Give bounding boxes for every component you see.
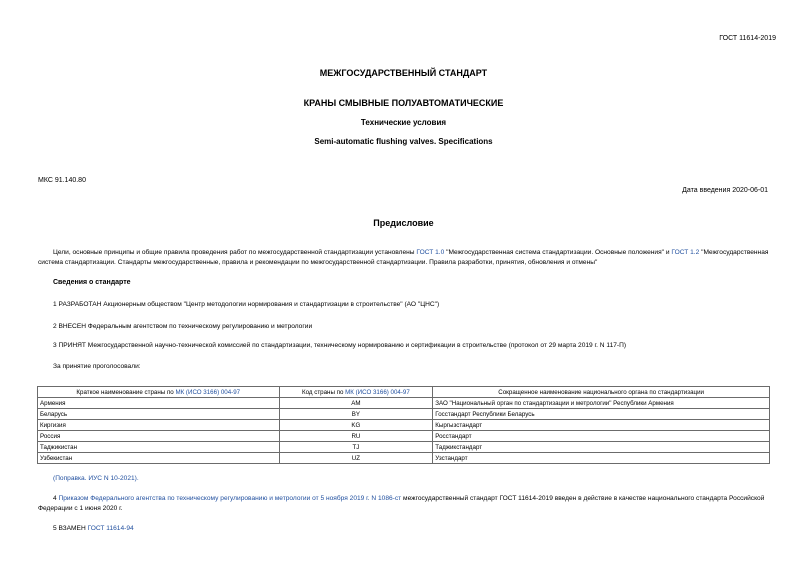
standard-title-english: Semi-automatic flushing valves. Specifications xyxy=(314,137,493,146)
gost-1-2-link[interactable]: ГОСТ 1.2 xyxy=(671,249,700,256)
country-cell: Киргизия xyxy=(38,420,280,431)
column-national-body: Сокращенное наименование национального органа по стандартизации xyxy=(433,387,770,398)
info-item-adopted: 3 ПРИНЯТ Межгосударственной научно-технической комиссией по стандартизации, техническому нормированию и сертификации в строительстве (протокол от 29 марта 2019 г. N 117-П) xyxy=(53,342,627,349)
preface-heading: Предисловие xyxy=(373,218,434,228)
country-cell: Узбекистан xyxy=(38,453,280,464)
column-country-name xyxy=(38,387,280,398)
standard-info-heading: Сведения о стандарте xyxy=(53,279,131,286)
column-country-code xyxy=(279,387,433,398)
country-cell: Беларусь xyxy=(38,409,280,420)
country-cell: Таджикистан xyxy=(38,442,280,453)
body-cell: Росстандарт xyxy=(433,431,770,442)
table-row xyxy=(38,398,770,409)
voters-intro: За принятие проголосовали: xyxy=(53,363,141,370)
mks-code: МКС 91.140.80 xyxy=(38,177,86,184)
gost-11614-94-link[interactable]: ГОСТ 11614-94 xyxy=(87,525,134,532)
code-cell: KG xyxy=(279,420,433,431)
table-row xyxy=(38,442,770,453)
standard-subtitle: Технические условия xyxy=(360,118,447,127)
code-cell: TJ xyxy=(279,442,433,453)
table-header-row xyxy=(38,387,770,398)
rosstandart-order-link[interactable]: Приказом Федерального агентства по техническому регулированию и метрологии от 5 ноября 2019 г. N 1086-ст xyxy=(58,495,402,502)
preface-paragraph xyxy=(38,248,771,268)
info-item-enacted-text: межгосударственный стандарт ГОСТ 11614-2019 введен в действие в качестве национального стандарта Российской Федерации с 1 июня 2020 г. xyxy=(38,495,765,512)
body-cell: Кыргызстандарт xyxy=(433,420,770,431)
code-cell: UZ xyxy=(279,453,433,464)
code-cell: AM xyxy=(279,398,433,409)
info-item-submitted: 2 ВНЕСЕН Федеральным агентством по техническому регулированию и метрологии xyxy=(53,323,313,330)
correction-link[interactable]: (Поправка. ИУС N 10-2021). xyxy=(53,475,139,482)
preface-text-c: "Межгосударственная система стандартизации. Стандарты межгосударственные, правила и рекомендации по межгосударственной стандартизации. Правила разработки, принятия, обновления и отмены" xyxy=(38,249,769,266)
table-row xyxy=(38,431,770,442)
info-item-enacted xyxy=(38,494,771,514)
preface-text-b: "Межгосударственная система стандартизации. Основные положения" и xyxy=(444,249,672,256)
country-cell: Россия xyxy=(38,431,280,442)
body-cell: ЗАО "Национальный орган по стандартизации и метрологии" Республики Армения xyxy=(433,398,770,409)
country-cell: Армения xyxy=(38,398,280,409)
gost-1-0-link[interactable]: ГОСТ 1.0 xyxy=(416,249,445,256)
preface-text-a: Цели, основные принципы и общие правила проведения работ по межгосударственной стандартизации установлены xyxy=(53,249,417,256)
mk-iso-link[interactable]: МК (ИСО 3166) 004-97 xyxy=(345,388,410,396)
info-item-developed: 1 РАЗРАБОТАН Акционерным обществом "Центр методологии нормирования и стандартизации в строительстве" (АО "ЦНС") xyxy=(53,301,440,308)
introduction-date: Дата введения 2020-06-01 xyxy=(682,187,768,194)
table-row xyxy=(38,420,770,431)
table-row xyxy=(38,453,770,464)
info-item-replaces xyxy=(53,524,134,534)
code-cell: RU xyxy=(279,431,433,442)
info-item-replaces-label: 5 ВЗАМЕН xyxy=(53,525,88,532)
standard-title: КРАНЫ СМЫВНЫЕ ПОЛУАВТОМАТИЧЕСКИЕ xyxy=(303,98,504,108)
body-cell: Таджикстандарт xyxy=(433,442,770,453)
document-number: ГОСТ 11614-2019 xyxy=(719,35,776,42)
standard-type-title: МЕЖГОСУДАРСТВЕННЫЙ СТАНДАРТ xyxy=(319,68,488,78)
code-cell: BY xyxy=(279,409,433,420)
voting-countries-table xyxy=(37,386,770,464)
info-item-enacted-number: 4 xyxy=(53,495,59,502)
body-cell: Госстандарт Республики Беларусь xyxy=(433,409,770,420)
column-country-name-label: Краткое наименование страны по xyxy=(76,388,176,396)
body-cell: Узстандарт xyxy=(433,453,770,464)
mk-iso-link[interactable]: МК (ИСО 3166) 004-97 xyxy=(175,388,241,396)
table-row xyxy=(38,409,770,420)
column-country-code-label: Код страны по xyxy=(301,388,346,396)
